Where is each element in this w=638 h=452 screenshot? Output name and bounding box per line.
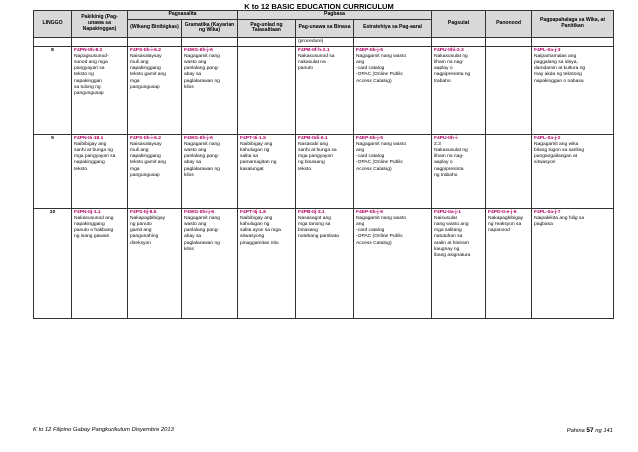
competency-text: bilang tugon sa sariling [534, 148, 585, 154]
competency-code: F4PB-IIj-3.1 [298, 209, 325, 215]
cell-gramatika [182, 134, 238, 208]
competency-text: liham na nag- [434, 60, 464, 66]
competency-text: Nasasagot ang [298, 216, 331, 222]
competency-text: mga [130, 78, 140, 84]
competency-code: F4PS-IIh-i-6.2 [130, 47, 161, 53]
competency-text: Nakasusunod sa [298, 54, 335, 60]
carryover-procedure: (procedure) [296, 37, 354, 46]
competency-text: aralin at hiniram [434, 240, 469, 246]
competency-text: panuto o hakbang [74, 228, 114, 234]
competency-text: ng reaksyon sa [488, 222, 522, 228]
competency-text: Nakapagbibigay [488, 216, 524, 222]
competency-text: Nakapagbibigay [130, 216, 166, 222]
competency-text: -card catalog [356, 228, 385, 234]
competency-text: kahulugan ng [240, 222, 270, 228]
competency-text: sa tulong ng [74, 84, 101, 90]
page-title: K to 12 BASIC EDUCATION CURRICULUM [244, 2, 394, 11]
competency-text: Nakasusulat ng [434, 148, 468, 154]
competency-text: kahulugan ng [240, 148, 270, 154]
cell-gramatika [182, 208, 238, 318]
competency-text: Naibibigay ang [74, 142, 107, 148]
competency-text: teksto gamit ang [130, 160, 166, 166]
competency-code: F4WG-IIh-j-6 [184, 47, 213, 53]
competency-code: F4PD-II-e-j-6 [488, 209, 517, 215]
competency-text: Access Catalog) [356, 166, 392, 172]
competency-text: nagpipresinta [434, 166, 464, 172]
competency-text: Nagagamit nang wasto [356, 142, 407, 148]
competency-text: Nagagamit nang wasto [356, 216, 407, 222]
competency-text: Naibibigay ang [240, 142, 273, 148]
competency-code: F4PN-IIi-18.1 [74, 135, 104, 141]
competency-text: Nakasusulat ng [434, 54, 468, 60]
competency-text: natutuhan sa [434, 234, 463, 240]
competency-code: F4PL-0a-j-7 [534, 209, 561, 215]
competency-text: pangungusap [130, 84, 160, 90]
cell-pag-unawa [296, 134, 354, 208]
competency-code: F4PU-IIa-j-1 [434, 209, 461, 215]
competency-text: mga salitang [434, 228, 462, 234]
competency-text: direksyon [130, 240, 151, 246]
competency-text: Access Catalog) [356, 78, 392, 84]
competency-text: Nasasabi ang [298, 142, 328, 148]
competency-code: F4EP-IIb-j-9 [356, 47, 383, 53]
competency-text: Naisasalaysay [130, 142, 162, 148]
competency-text: Access Catalog) [356, 240, 392, 246]
competency-text: sanhi at bunga sa [298, 148, 337, 154]
competency-text: Nakasusunod ang [74, 216, 114, 222]
cell-estratehiya [354, 46, 432, 134]
competency-text: nang wasto ang [434, 222, 469, 228]
competency-text: pagbasa [534, 222, 553, 228]
competency-text: teksto [74, 166, 88, 172]
competency-text: binasang [298, 228, 318, 234]
competency-text: napakinggang [130, 66, 161, 72]
cell-pag-unlad [238, 208, 296, 318]
competency-text: -OPAC (Online Public [356, 160, 403, 166]
competency-code: F4EP-IIb-j-9 [356, 209, 383, 215]
competency-text: sanhi at bunga ng [74, 148, 113, 154]
competency-text: paglalarawan ng [184, 166, 220, 172]
competency-text: mga pangyayari sa [74, 154, 116, 160]
carryover-row [34, 37, 614, 46]
competency-text: abay sa [184, 72, 202, 78]
competency-text: ng isang gawain [74, 234, 110, 240]
competency-text: -OPAC (Online Public [356, 72, 403, 78]
competency-text: Napagsusunod- [74, 54, 109, 60]
competency-text: may akda ng tekstong [534, 72, 582, 78]
competency-text: salita sa [240, 154, 258, 160]
competency-text: Nagagamit ang wika [534, 142, 579, 148]
competency-code: F4PL-0a-j-3 [534, 47, 561, 53]
table-row [34, 46, 614, 134]
header-pag-unawa-binasa: Pag-unawa sa Binasa [296, 19, 354, 37]
competency-text: muli ang [130, 148, 149, 154]
competency-text: panlalang pang- [184, 154, 220, 160]
cell-panonood [486, 208, 532, 318]
competency-text: ang [356, 60, 365, 66]
competency-text: kilos [184, 246, 194, 252]
cell-pagsulat [432, 134, 486, 208]
competency-text: napakinggang [74, 160, 105, 166]
competency-text: sunod ang mga [74, 60, 108, 66]
cell-pagpapahalaga [532, 46, 614, 134]
header-pagbasa: Pagbasa [238, 11, 432, 20]
competency-text: wasto ang [184, 222, 207, 228]
cell-panonood [486, 46, 532, 134]
competency-text: teksto [298, 166, 312, 172]
competency-text: panlalang pang- [184, 228, 220, 234]
competency-text: aaplay o [434, 66, 453, 72]
competency-text: trabaho [434, 78, 451, 84]
competency-code: F4PL-0a-j-2 [534, 135, 561, 141]
competency-text: pangyayari sa [74, 66, 105, 72]
header-linggo: LINGGO [34, 11, 72, 38]
week-number: 9 [34, 134, 72, 208]
competency-text: Nagagamit nang wasto [356, 54, 407, 60]
competency-code: F4PU-IIh-i- [434, 135, 459, 141]
competency-text: pangunahing [130, 234, 159, 240]
competency-code: F4EP-IIb-j-9 [356, 135, 383, 141]
cell-pag-unawa [296, 46, 354, 134]
competency-text: kilos [184, 84, 194, 90]
competency-text: ng trabaho [434, 172, 458, 178]
competency-code: F4PT-IIj-1.8 [240, 209, 266, 215]
cell-pagsulat [432, 46, 486, 134]
page-number: 57 [586, 427, 594, 434]
competency-text: sitwasyon [534, 160, 556, 166]
competency-text: abay sa [184, 160, 202, 166]
competency-text: damdamin at kultura ng [534, 66, 586, 72]
competency-text: pangungusap [130, 172, 160, 178]
competency-text: ng panuto [130, 222, 152, 228]
cell-pakikinig [72, 208, 128, 318]
competency-text: nagpipresinta ng [434, 72, 471, 78]
competency-text: kilos [184, 172, 194, 178]
competency-text: napakinggan o nabasa [534, 78, 584, 84]
competency-text: mga [130, 166, 140, 172]
header-panonood: Panonood [486, 11, 532, 38]
cell-pakikinig [72, 46, 128, 134]
header-gramatika: Gramatika (Kayarian ng Wika) [182, 19, 238, 37]
week-number: 8 [34, 46, 72, 134]
week-number: 10 [34, 208, 72, 318]
cell-panonood [486, 134, 532, 208]
competency-code: F4PB-IIf-h-2.1 [298, 47, 330, 53]
competency-code: F4PB-IIdi-6.1 [298, 135, 328, 141]
cell-pag-unlad [238, 46, 296, 134]
competency-text: salita ayon sa mga [240, 228, 281, 234]
competency-code: F4WG-IIh-j-6 [184, 135, 213, 141]
cell-pagpapahalaga [532, 134, 614, 208]
competency-text: wasto ang [184, 60, 207, 66]
competency-text: napanood [488, 228, 510, 234]
cell-estratehiya [354, 208, 432, 318]
header-pagsulat: Pagsulat [432, 11, 486, 38]
competency-text: aaplay o [434, 160, 453, 166]
competency-text: pamamagitan ng [240, 160, 277, 166]
competency-code: F4PS-IIj-8.5 [130, 209, 157, 215]
competency-text: -OPAC (Online Public [356, 234, 403, 240]
competency-text: paglalarawan ng [184, 240, 220, 246]
cell-pagsasalita [128, 134, 182, 208]
competency-text: Naisasalaysay [130, 54, 162, 60]
footer-document-title: K to 12 Filipino Gabay Pangkurikulum Disyembre 2013 [33, 427, 174, 433]
competency-text: abay sa [184, 234, 202, 240]
competency-text: paggalang sa ideya, [534, 60, 578, 66]
competency-text: kasalungat [240, 166, 264, 172]
competency-text: muli ang [130, 60, 149, 66]
competency-text: sitwasyong [240, 234, 265, 240]
cell-pakikinig [72, 134, 128, 208]
cell-gramatika [182, 46, 238, 134]
header-pagsasalita: Pagsasalita [128, 11, 238, 20]
competency-text: ng binasang [298, 160, 325, 166]
competency-text: napakinggang [74, 222, 105, 228]
competency-code: F4PU-IIhi-2.3 [434, 47, 464, 53]
competency-text: pangangailangan at [534, 154, 578, 160]
competency-text: Nagagamit nang [184, 142, 220, 148]
competency-text: teksto gamit ang [130, 72, 166, 78]
header-pag-unlad: Pag-unlad ng Talasalitaan [238, 19, 296, 37]
competency-code: F4PN-IIj-1.1 [74, 209, 101, 215]
competency-text: panlalang pang- [184, 66, 220, 72]
competency-text: nakasulat na [298, 60, 326, 66]
competency-text: wasto ang [184, 148, 207, 154]
competency-text: Nagagamit nang [184, 216, 220, 222]
competency-text: Naibibigay ang [240, 216, 273, 222]
cell-pag-unawa [296, 208, 354, 318]
competency-text: 2.3 [434, 142, 441, 148]
header-pakikinig: Pakikinig (Pag-unawa sa Napakinggan) [72, 11, 128, 38]
competency-text: paglalarawan ng [184, 78, 220, 84]
header-wikang-binibigkas: (Wikang Binibigkas) [128, 19, 182, 37]
competency-text: pangungusap [74, 90, 104, 96]
competency-code: F4PT-IIi-1.5 [240, 135, 266, 141]
competency-text: napakinggang [130, 154, 161, 160]
competency-text: gamit ang [130, 228, 152, 234]
competency-text: -card catalog [356, 66, 385, 72]
competency-text: Naisusulat [434, 216, 457, 222]
cell-pag-unlad [238, 134, 296, 208]
cell-estratehiya [354, 134, 432, 208]
competency-code: F4WG-IIhi-j-6 [184, 209, 215, 215]
competency-text: -card catalog [356, 154, 385, 160]
competency-text: Naipamamalas ang [534, 54, 577, 60]
competency-code: F4PS-IIh-i-6.2 [130, 135, 161, 141]
footer-page-number: Pahina 57 ng 141 [566, 427, 613, 434]
competency-text: mga tanong sa [298, 222, 331, 228]
cell-pagpapahalaga [532, 208, 614, 318]
table-row [34, 208, 614, 318]
competency-text: panuto [298, 66, 313, 72]
competency-code: F4PN-IIh-8.2 [74, 47, 103, 53]
competency-text: ang [356, 222, 365, 228]
competency-text: liham na nag- [434, 154, 464, 160]
competency-text: notebang pambata [298, 234, 339, 240]
header-pagpapahalaga: Pagpapahalaga sa Wika, at Panitikan [532, 11, 614, 38]
competency-text: kaugnay ng [434, 246, 460, 252]
header-estratehiya: Estratehiya sa Pag-aaral [354, 19, 432, 37]
table-row [34, 134, 614, 208]
competency-text: Nagagamit nang [184, 54, 220, 60]
cell-pagsulat [432, 208, 486, 318]
competency-text: ang [356, 148, 365, 154]
cell-pagsasalita [128, 46, 182, 134]
curriculum-table [33, 10, 614, 319]
competency-text: ibang asignatura [434, 252, 471, 258]
competency-text: napakinggan [74, 78, 103, 84]
competency-text: pinaggamitan nito [240, 240, 279, 246]
cell-pagsasalita [128, 208, 182, 318]
competency-text: teksto ng [74, 72, 94, 78]
competency-text: mga pangyayari [298, 154, 333, 160]
competency-text: Naipakikita ang hilig sa [534, 216, 585, 222]
